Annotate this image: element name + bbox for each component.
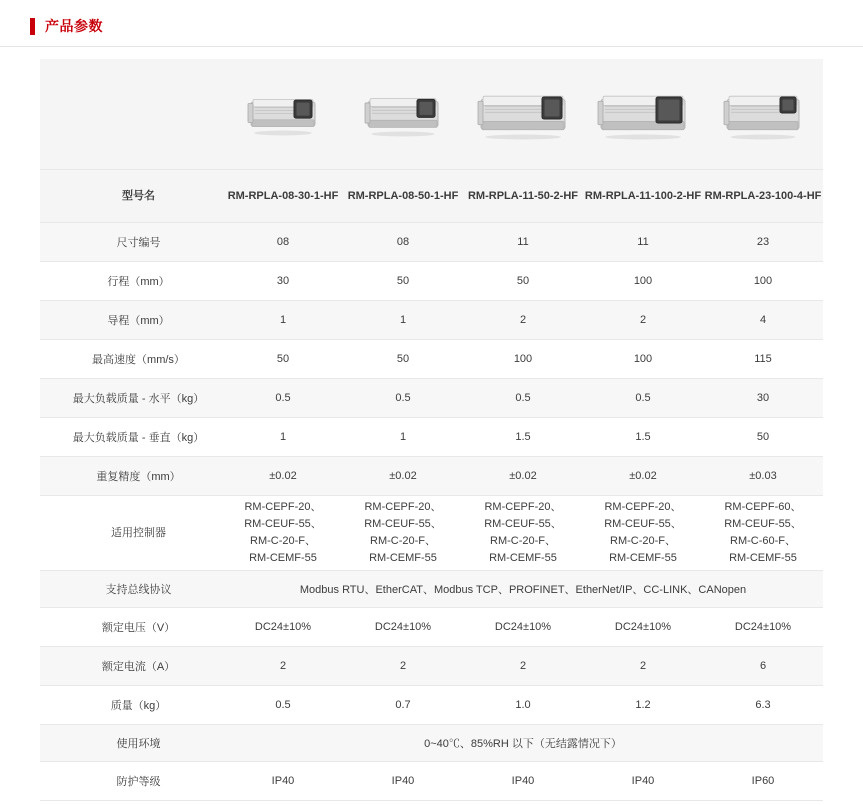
row-value-cell: 1 xyxy=(343,301,463,340)
row-value-cell: 1.5 xyxy=(583,418,703,457)
row-label: 导程（mm） xyxy=(40,301,223,340)
row-value-cell: 23 xyxy=(703,223,823,262)
page-title: 产品参数 xyxy=(45,18,103,34)
row-value-cell: 50 xyxy=(703,418,823,457)
row-value-cell: ±0.02 xyxy=(583,457,703,496)
model-name-label: 型号名 xyxy=(40,170,223,223)
row-value-cell: 6.3 xyxy=(703,686,823,725)
row-value-merged: Modbus RTU、EtherCAT、Modbus TCP、PROFINET、EtherNet/IP、CC-LINK、CANopen xyxy=(223,571,823,608)
row-value-cell: 1.2 xyxy=(583,686,703,725)
row-value-cell: ±0.02 xyxy=(223,457,343,496)
row-value-cell: 11 xyxy=(583,223,703,262)
image-row-spacer xyxy=(40,59,223,170)
model-name-cell: RM-RPLA-08-50-1-HF xyxy=(343,170,463,223)
row-value-cell: 11 xyxy=(463,223,583,262)
row-value-cell: RM-CEPF-20、 RM-CEUF-55、 RM-C-20-F、 RM-CEMF-55 xyxy=(583,496,703,571)
row-value-cell: 30 xyxy=(703,379,823,418)
row-value-cell: IP60 xyxy=(703,762,823,801)
row-label: 尺寸编号 xyxy=(40,223,223,262)
row-label: 支持总线协议 xyxy=(40,571,223,608)
row-value-cell: 0.5 xyxy=(343,379,463,418)
row-value-cell: 1.0 xyxy=(463,686,583,725)
table-row xyxy=(40,340,823,379)
row-label: 使用环境 xyxy=(40,725,223,762)
row-value-cell: IP40 xyxy=(343,762,463,801)
table-row xyxy=(40,262,823,301)
row-value-cell: 50 xyxy=(343,262,463,301)
actuator-image-2 xyxy=(343,59,463,170)
row-value-cell: IP40 xyxy=(583,762,703,801)
row-value-cell: IP40 xyxy=(463,762,583,801)
actuator-image-1 xyxy=(223,59,343,170)
row-label: 最高速度（mm/s） xyxy=(40,340,223,379)
row-value-cell: 08 xyxy=(223,223,343,262)
row-label: 防护等级 xyxy=(40,762,223,801)
row-value-cell: 1 xyxy=(223,301,343,340)
row-value-cell: 50 xyxy=(343,340,463,379)
row-value-cell: 6 xyxy=(703,647,823,686)
table-row xyxy=(40,223,823,262)
spec-table-container xyxy=(0,47,863,801)
model-header-row xyxy=(40,170,823,223)
product-spec-table xyxy=(40,59,823,801)
table-row xyxy=(40,608,823,647)
row-label: 行程（mm） xyxy=(40,262,223,301)
row-value-cell: 30 xyxy=(223,262,343,301)
row-value-cell: ±0.02 xyxy=(343,457,463,496)
actuator-image-4 xyxy=(583,59,703,170)
row-label: 最大负载质量 - 水平（kg） xyxy=(40,379,223,418)
row-value-cell: 50 xyxy=(223,340,343,379)
row-value-cell: ±0.03 xyxy=(703,457,823,496)
header-accent-bar xyxy=(30,18,35,35)
actuator-image-3 xyxy=(463,59,583,170)
row-value-cell: 0.7 xyxy=(343,686,463,725)
row-value-cell: 2 xyxy=(343,647,463,686)
row-value-cell: IP40 xyxy=(223,762,343,801)
row-value-cell: DC24±10% xyxy=(703,608,823,647)
row-value-cell: DC24±10% xyxy=(343,608,463,647)
product-image-row xyxy=(40,59,823,170)
row-value-cell: RM-CEPF-60、 RM-CEUF-55、 RM-C-60-F、 RM-CEMF-55 xyxy=(703,496,823,571)
row-value-cell: 0.5 xyxy=(463,379,583,418)
row-value-cell: 100 xyxy=(583,340,703,379)
row-value-cell: 2 xyxy=(463,301,583,340)
table-row xyxy=(40,496,823,571)
row-value-cell: ±0.02 xyxy=(463,457,583,496)
table-row xyxy=(40,647,823,686)
model-name-cell: RM-RPLA-11-50-2-HF xyxy=(463,170,583,223)
row-value-cell: RM-CEPF-20、 RM-CEUF-55、 RM-C-20-F、 RM-CEMF-55 xyxy=(463,496,583,571)
row-value-cell: 1 xyxy=(223,418,343,457)
table-row xyxy=(40,301,823,340)
table-row xyxy=(40,457,823,496)
row-label: 最大负载质量 - 垂直（kg） xyxy=(40,418,223,457)
row-value-cell: 1 xyxy=(343,418,463,457)
row-value-cell: 2 xyxy=(583,647,703,686)
row-value-cell: 100 xyxy=(463,340,583,379)
row-value-cell: 0.5 xyxy=(223,379,343,418)
row-label: 重复精度（mm） xyxy=(40,457,223,496)
row-value-cell: 2 xyxy=(223,647,343,686)
row-value-cell: 1.5 xyxy=(463,418,583,457)
table-row xyxy=(40,418,823,457)
row-label: 质量（kg） xyxy=(40,686,223,725)
row-value-cell: 2 xyxy=(583,301,703,340)
table-row xyxy=(40,725,823,762)
model-name-cell: RM-RPLA-23-100-4-HF xyxy=(703,170,823,223)
actuator-image-5 xyxy=(703,59,823,170)
table-row xyxy=(40,379,823,418)
row-value-cell: 4 xyxy=(703,301,823,340)
row-value-cell: 115 xyxy=(703,340,823,379)
row-value-cell: 100 xyxy=(583,262,703,301)
row-value-cell: 2 xyxy=(463,647,583,686)
row-label: 额定电流（A） xyxy=(40,647,223,686)
row-value-cell: RM-CEPF-20、 RM-CEUF-55、 RM-C-20-F、 RM-CEMF-55 xyxy=(343,496,463,571)
row-value-cell: DC24±10% xyxy=(463,608,583,647)
table-row xyxy=(40,762,823,801)
model-name-cell: RM-RPLA-08-30-1-HF xyxy=(223,170,343,223)
row-value-merged: 0~40℃、85%RH 以下（无结露情况下） xyxy=(223,725,823,762)
table-row xyxy=(40,686,823,725)
table-row xyxy=(40,571,823,608)
row-value-cell: 08 xyxy=(343,223,463,262)
row-value-cell: 0.5 xyxy=(223,686,343,725)
row-value-cell: 50 xyxy=(463,262,583,301)
row-value-cell: 100 xyxy=(703,262,823,301)
row-value-cell: 0.5 xyxy=(583,379,703,418)
row-label: 额定电压（V） xyxy=(40,608,223,647)
row-value-cell: DC24±10% xyxy=(223,608,343,647)
page-header xyxy=(0,0,863,47)
model-name-cell: RM-RPLA-11-100-2-HF xyxy=(583,170,703,223)
row-value-cell: RM-CEPF-20、 RM-CEUF-55、 RM-C-20-F、 RM-CEMF-55 xyxy=(223,496,343,571)
row-label: 适用控制器 xyxy=(40,496,223,571)
row-value-cell: DC24±10% xyxy=(583,608,703,647)
